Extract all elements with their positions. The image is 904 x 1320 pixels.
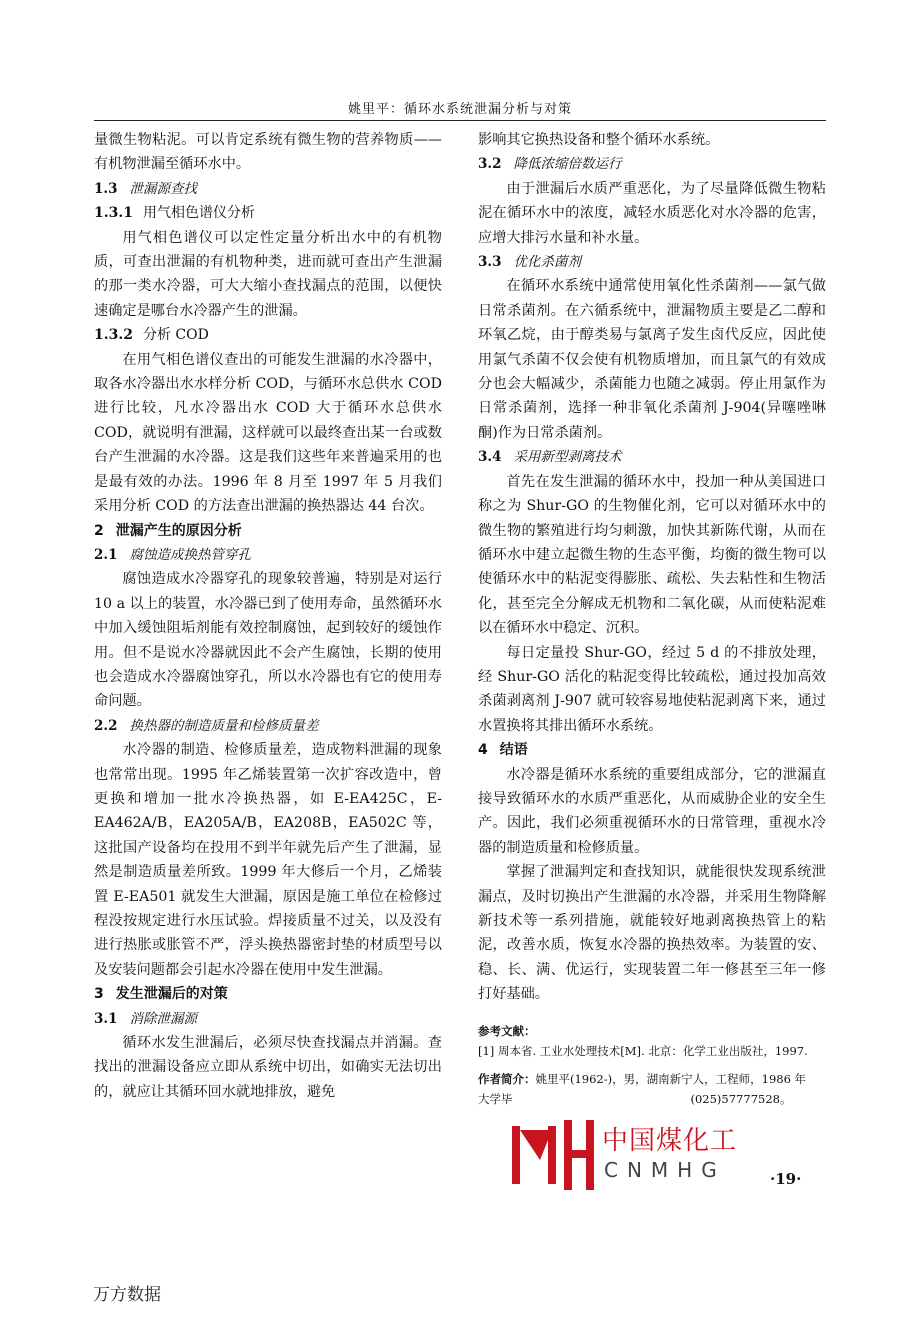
paragraph: 掌握了泄漏判定和查找知识，就能很快发现系统泄漏点，及时切换出产生泄漏的水冷器，并采用生物降解新技术等一系列措施，就能较好地剥离换热管上的粘泥，改善水质，恢复水冷器的换热效率。为装置的安、稳、长、满、优运行，实现装置二年一修甚至三年一修打好基础。 — [478, 864, 826, 1003]
section-heading-1-3-2: 1.3.2 分析 COD — [94, 327, 209, 344]
paragraph: 在用气相色谱仪查出的可能发生泄漏的水冷器中，取各水冷器出水水样分析 COD，与循环水总供水 COD 进行比较，凡水冷器出水 COD 大于循环水总供水 COD，就说明有泄漏，这样就可以最终查出某一台或数台产生泄漏的水冷器。这是我们这些年来普遍采用的也是最有效的办法。1996 年 8 月至 1997 年 5 月我们采用分析 COD 的方法查出泄漏的换热器达 44 台次。 — [94, 351, 442, 515]
paragraph: 量微生物粘泥。可以肯定系统有微生物的营养物质——有机物泄漏至循环水中。 — [94, 132, 442, 173]
section-heading-1-3-1: 1.3.1 用气相色谱仪分析 — [94, 205, 255, 222]
author-line: 姚里平(1962-)，男，湖南新宁人，工程师，1986 年 — [535, 1071, 807, 1086]
author-label: 作者简介： — [478, 1071, 536, 1086]
running-header: 姚里平：循环水系统泄漏分析与对策 — [347, 102, 572, 117]
paragraph: 由于泄漏后水质严重恶化，为了尽量降低微生物粘泥在循环水中的浓度，减轻水质恶化对水冷器的危害，应增大排污水量和补水量。 — [478, 180, 826, 246]
references-title: 参考文献： — [478, 1023, 536, 1038]
paragraph: 在循环水系统中通常使用氧化性杀菌剂——氯气做日常杀菌剂。在六循系统中，泄漏物质主要是乙二醇和环氧乙烷，由于醇类易与氯离子发生卤代反应，因此使用氯气杀菌不仅会使有机物质增加，而且氯气的有效成分也会大幅减少，杀菌能力也随之减弱。停止用氯作为日常杀菌剂，选择一种非氧化杀菌剂 J-904(异噻唑啉酮)作为日常杀菌剂。 — [478, 278, 826, 441]
section-heading-1-3: 1.3 泄漏源查找 — [94, 180, 197, 197]
section-heading-2-1: 2.1 腐蚀造成换热管穿孔 — [94, 546, 251, 563]
section-heading-3-3: 3.3 优化杀菌剂 — [478, 254, 581, 271]
author-phone: (025)57777528。 — [690, 1091, 792, 1106]
paragraph: 腐蚀造成水冷器穿孔的现象较普遍，特别是对运行 10 a 以上的装置，水冷器已到了使用寿命，虽然循环水中加入缓蚀阻垢剂能有效控制腐蚀，起到较好的缓蚀作用。但不是说水冷器就因此不会产生腐蚀，长期的使用也会造成水冷器腐蚀穿孔，所以水冷器也有它的使用寿命问题。 — [94, 571, 442, 710]
footer-source: 万方数据 — [93, 1285, 161, 1305]
section-heading-3: 3 发生泄漏后的对策 — [94, 986, 228, 1003]
paragraph: 用气相色谱仪可以定性定量分析出水中的有机物质，可查出泄漏的有机物种类，进而就可查出产生泄漏的那一类水冷器，可大大缩小查找漏点的范围，以便快速确定是哪台水冷器产生的泄漏。 — [94, 229, 442, 319]
section-heading-3-1: 3.1 消除泄漏源 — [94, 1010, 197, 1027]
author-bio — [478, 1069, 826, 1109]
reference-item: [1] 周本省. 工业水处理技术[M]. 北京：化学工业出版社，1997. — [478, 1043, 808, 1058]
paragraph: 水冷器是循环水系统的重要组成部分，它的泄漏直接导致循环水的水质严重恶化，从而威胁企业的安全生产。因此，我们必须重视循环水的日常管理，重视水冷器的制造质量和检修质量。 — [478, 766, 826, 856]
watermark-cn: 中国煤化工 — [602, 1126, 738, 1156]
section-heading-3-2: 3.2 降低浓缩倍数运行 — [478, 156, 622, 173]
paragraph: 首先在发生泄漏的循环水中，投加一种从美国进口称之为 Shur-GO 的生物催化剂，它可以对循环水中的微生物的繁殖进行均匀刺激，加快其新陈代谢，从而在循环水中建立起微生物的生态平衡，均衡的微生物可以使循环水中的粘泥变得膨胀、疏松、失去粘性和生物活化，甚至完全分解成无机物和二氧化碳，从而使粘泥难以在循环水中稳定、沉积。 — [478, 473, 826, 637]
left-column — [94, 128, 442, 1104]
paragraph: 循环水发生泄漏后，必须尽快查找漏点并消漏。查找出的泄漏设备应立即从系统中切出，如确实无法切出的，就应让其循环回水就地排放，避免 — [94, 1035, 442, 1100]
right-column — [478, 128, 826, 1109]
header-rule — [94, 120, 826, 121]
watermark — [512, 1120, 762, 1190]
section-heading-2-2: 2.2 换热器的制造质量和检修质量差 — [94, 717, 319, 734]
references — [478, 1021, 826, 1061]
paragraph: 每日定量投 Shur-GO，经过 5 d 的不排放处理，经 Shur-GO 活化的粘泥变得比较疏松，通过投加高效杀菌剥离剂 J-907 就可较容易地使粘泥剥离下来，通过水置换将其排出循环水系统。 — [478, 644, 826, 734]
watermark-en: CNMHG — [604, 1158, 726, 1182]
paragraph: 水冷器的制造、检修质量差，造成物料泄漏的现象也常常出现。1995 年乙烯装置第一次扩容改造中，曾更换和增加一批水冷换热器，如 E-EA425C，E-EA462A/B，EA205A/B，EA208B，EA502C 等，这批国产设备均在投用不到半年就先后产生了泄漏，显然是制造质量差所致。1999 年大修后一个月，乙烯装置 E-EA501 就发生大泄漏，原因是施工单位在检修过程没按规定进行水压试验。焊接质量不过关，以及没有进行热胀或胀管不严，浮头换热器密封垫的材质型号以及安装问题都会引起水冷器在使用中发生泄漏。 — [94, 742, 442, 978]
paragraph: 影响其它换热设备和整个循环水系统。 — [478, 132, 720, 148]
section-heading-2: 2 泄漏产生的原因分析 — [94, 522, 242, 539]
page-number: ·19· — [770, 1170, 802, 1188]
section-heading-3-4: 3.4 采用新型剥离技术 — [478, 449, 622, 466]
section-heading-4: 4 结语 — [478, 742, 528, 759]
author-line: 大学毕 — [478, 1091, 513, 1106]
watermark-logo-icon — [512, 1120, 596, 1190]
